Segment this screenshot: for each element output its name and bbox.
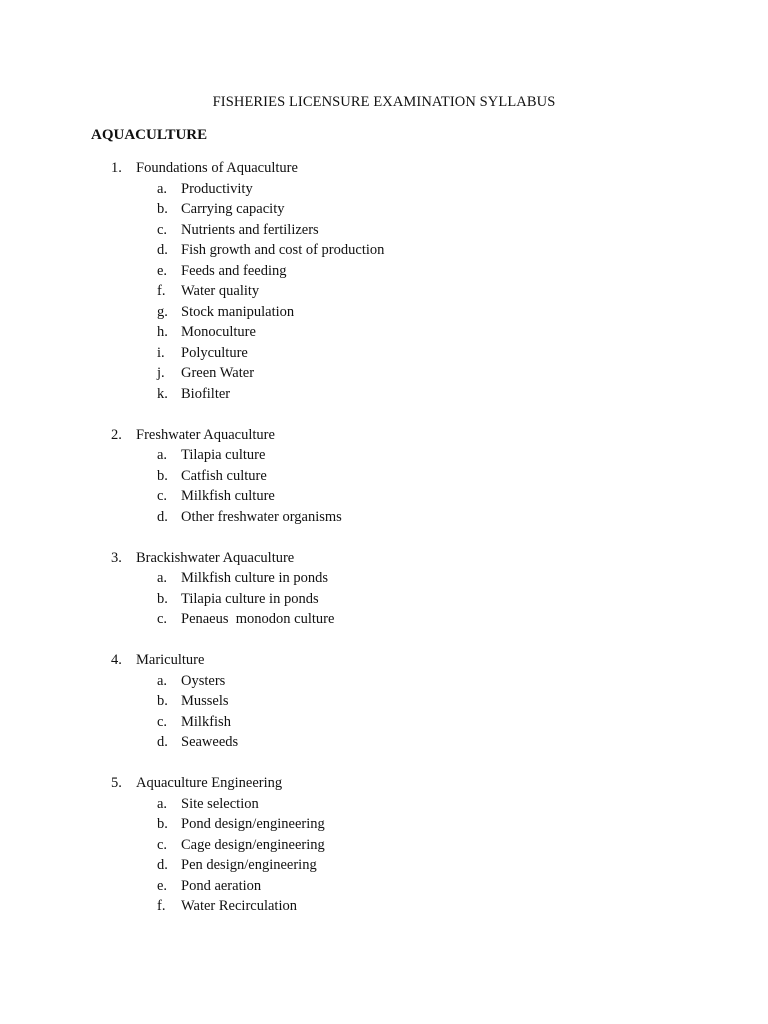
topic-list [0, 158, 768, 937]
subitem-label: Water quality [181, 283, 260, 299]
subitem [0, 179, 768, 200]
subitem-letter: b. [157, 201, 168, 217]
subitem-letter: k. [157, 385, 168, 402]
subitem-list [0, 445, 768, 527]
topic-heading [0, 650, 768, 671]
subitem [0, 507, 768, 528]
subitem-letter: c. [157, 611, 168, 627]
subitem-letter: b. [157, 467, 168, 484]
subitem-letter: e. [157, 877, 168, 894]
subitem-list [0, 179, 768, 405]
subitem [0, 199, 768, 220]
subitem-label: Pond aeration [181, 877, 262, 894]
subitem [0, 302, 768, 323]
subitem-list [0, 671, 768, 753]
subitem [0, 568, 768, 589]
subitem [0, 691, 768, 712]
subitem-label: Oysters [181, 672, 226, 689]
subitem-letter: g. [157, 303, 168, 320]
topic-heading [0, 773, 768, 794]
subitem [0, 794, 768, 815]
subitem-letter: d. [157, 242, 168, 258]
subitem-letter: b. [157, 816, 168, 832]
topic-title: Mariculture [136, 652, 205, 668]
topic-item [0, 773, 768, 917]
subitem-letter: a. [157, 795, 168, 812]
subitem-label: Seaweeds [181, 734, 239, 750]
subitem-label: Milkfish [181, 713, 231, 730]
subitem-letter: f. [157, 283, 166, 299]
topic-item [0, 650, 768, 753]
topic-heading [0, 425, 768, 446]
subitem [0, 732, 768, 753]
topic-item [0, 158, 768, 404]
document-title: FISHERIES LICENSURE EXAMINATION SYLLABUS [212, 94, 556, 110]
subitem-label: Milkfish culture [181, 488, 275, 504]
subitem [0, 855, 768, 876]
subitem-list [0, 568, 768, 630]
subitem-letter: i. [157, 344, 165, 361]
subitem-letter: c. [157, 221, 168, 238]
subitem-letter: b. [157, 693, 168, 709]
subitem-label: Polyculture [181, 344, 248, 361]
subitem-label: Mussels [181, 693, 229, 709]
subitem-label: Other freshwater organisms [181, 508, 342, 525]
subitem-letter: b. [157, 590, 168, 607]
subitem-letter: h. [157, 324, 168, 340]
subitem-letter: a. [157, 672, 168, 689]
subitem [0, 220, 768, 241]
subitem [0, 671, 768, 692]
subitem [0, 609, 768, 630]
subitem-list [0, 794, 768, 917]
subitem-label: Site selection [181, 795, 259, 812]
subitem-letter: e. [157, 262, 168, 279]
subitem-label: Penaeus monodon culture [181, 611, 335, 627]
topic-number: 4. [111, 652, 122, 668]
subitem-label: Green Water [181, 365, 255, 381]
topic-title: Foundations of Aquaculture [136, 160, 298, 176]
subitem-letter: a. [157, 180, 168, 197]
topic-item [0, 548, 768, 630]
topic-number: 3. [111, 549, 122, 566]
subitem-label: Pond design/engineering [181, 816, 325, 832]
subitem-letter: d. [157, 508, 168, 525]
topic-title: Aquaculture Engineering [136, 775, 283, 791]
subitem [0, 240, 768, 261]
subitem-label: Cage design/engineering [181, 836, 325, 853]
subitem-label: Catfish culture [181, 467, 267, 484]
topic-item [0, 425, 768, 528]
subitem-label: Productivity [181, 180, 253, 197]
subitem-letter: a. [157, 447, 168, 463]
topic-heading [0, 158, 768, 179]
subitem-letter: d. [157, 857, 168, 873]
subitem-letter: c. [157, 488, 168, 504]
subitem-label: Milkfish culture in ponds [181, 570, 329, 586]
subitem-label: Biofilter [181, 385, 231, 402]
subitem-label: Nutrients and fertilizers [181, 221, 319, 238]
section-heading: AQUACULTURE [91, 127, 208, 143]
subitem-label: Stock manipulation [181, 303, 295, 320]
subitem [0, 486, 768, 507]
subitem-letter: c. [157, 713, 168, 730]
subitem [0, 343, 768, 364]
subitem [0, 814, 768, 835]
topic-heading [0, 548, 768, 569]
subitem [0, 896, 768, 917]
subitem-letter: f. [157, 898, 166, 914]
subitem-label: Carrying capacity [181, 201, 285, 217]
subitem [0, 445, 768, 466]
topic-number: 2. [111, 426, 122, 443]
subitem [0, 589, 768, 610]
subitem-label: Water Recirculation [181, 898, 297, 914]
subitem [0, 466, 768, 487]
subitem [0, 835, 768, 856]
subitem [0, 876, 768, 897]
topic-number: 5. [111, 775, 122, 791]
subitem [0, 261, 768, 282]
subitem [0, 363, 768, 384]
topic-title: Brackishwater Aquaculture [136, 549, 295, 566]
subitem-label: Fish growth and cost of production [181, 242, 385, 258]
topic-number: 1. [111, 160, 122, 176]
subitem [0, 384, 768, 405]
subitem [0, 712, 768, 733]
topic-title: Freshwater Aquaculture [136, 426, 275, 443]
subitem-letter: j. [157, 365, 165, 381]
subitem-label: Tilapia culture [181, 447, 266, 463]
subitem-letter: a. [157, 570, 168, 586]
subitem-label: Tilapia culture in ponds [181, 590, 319, 607]
subitem [0, 281, 768, 302]
subitem-letter: d. [157, 734, 168, 750]
subitem-label: Feeds and feeding [181, 262, 287, 279]
subitem-label: Pen design/engineering [181, 857, 317, 873]
subitem-letter: c. [157, 836, 168, 853]
subitem-label: Monoculture [181, 324, 256, 340]
subitem [0, 322, 768, 343]
